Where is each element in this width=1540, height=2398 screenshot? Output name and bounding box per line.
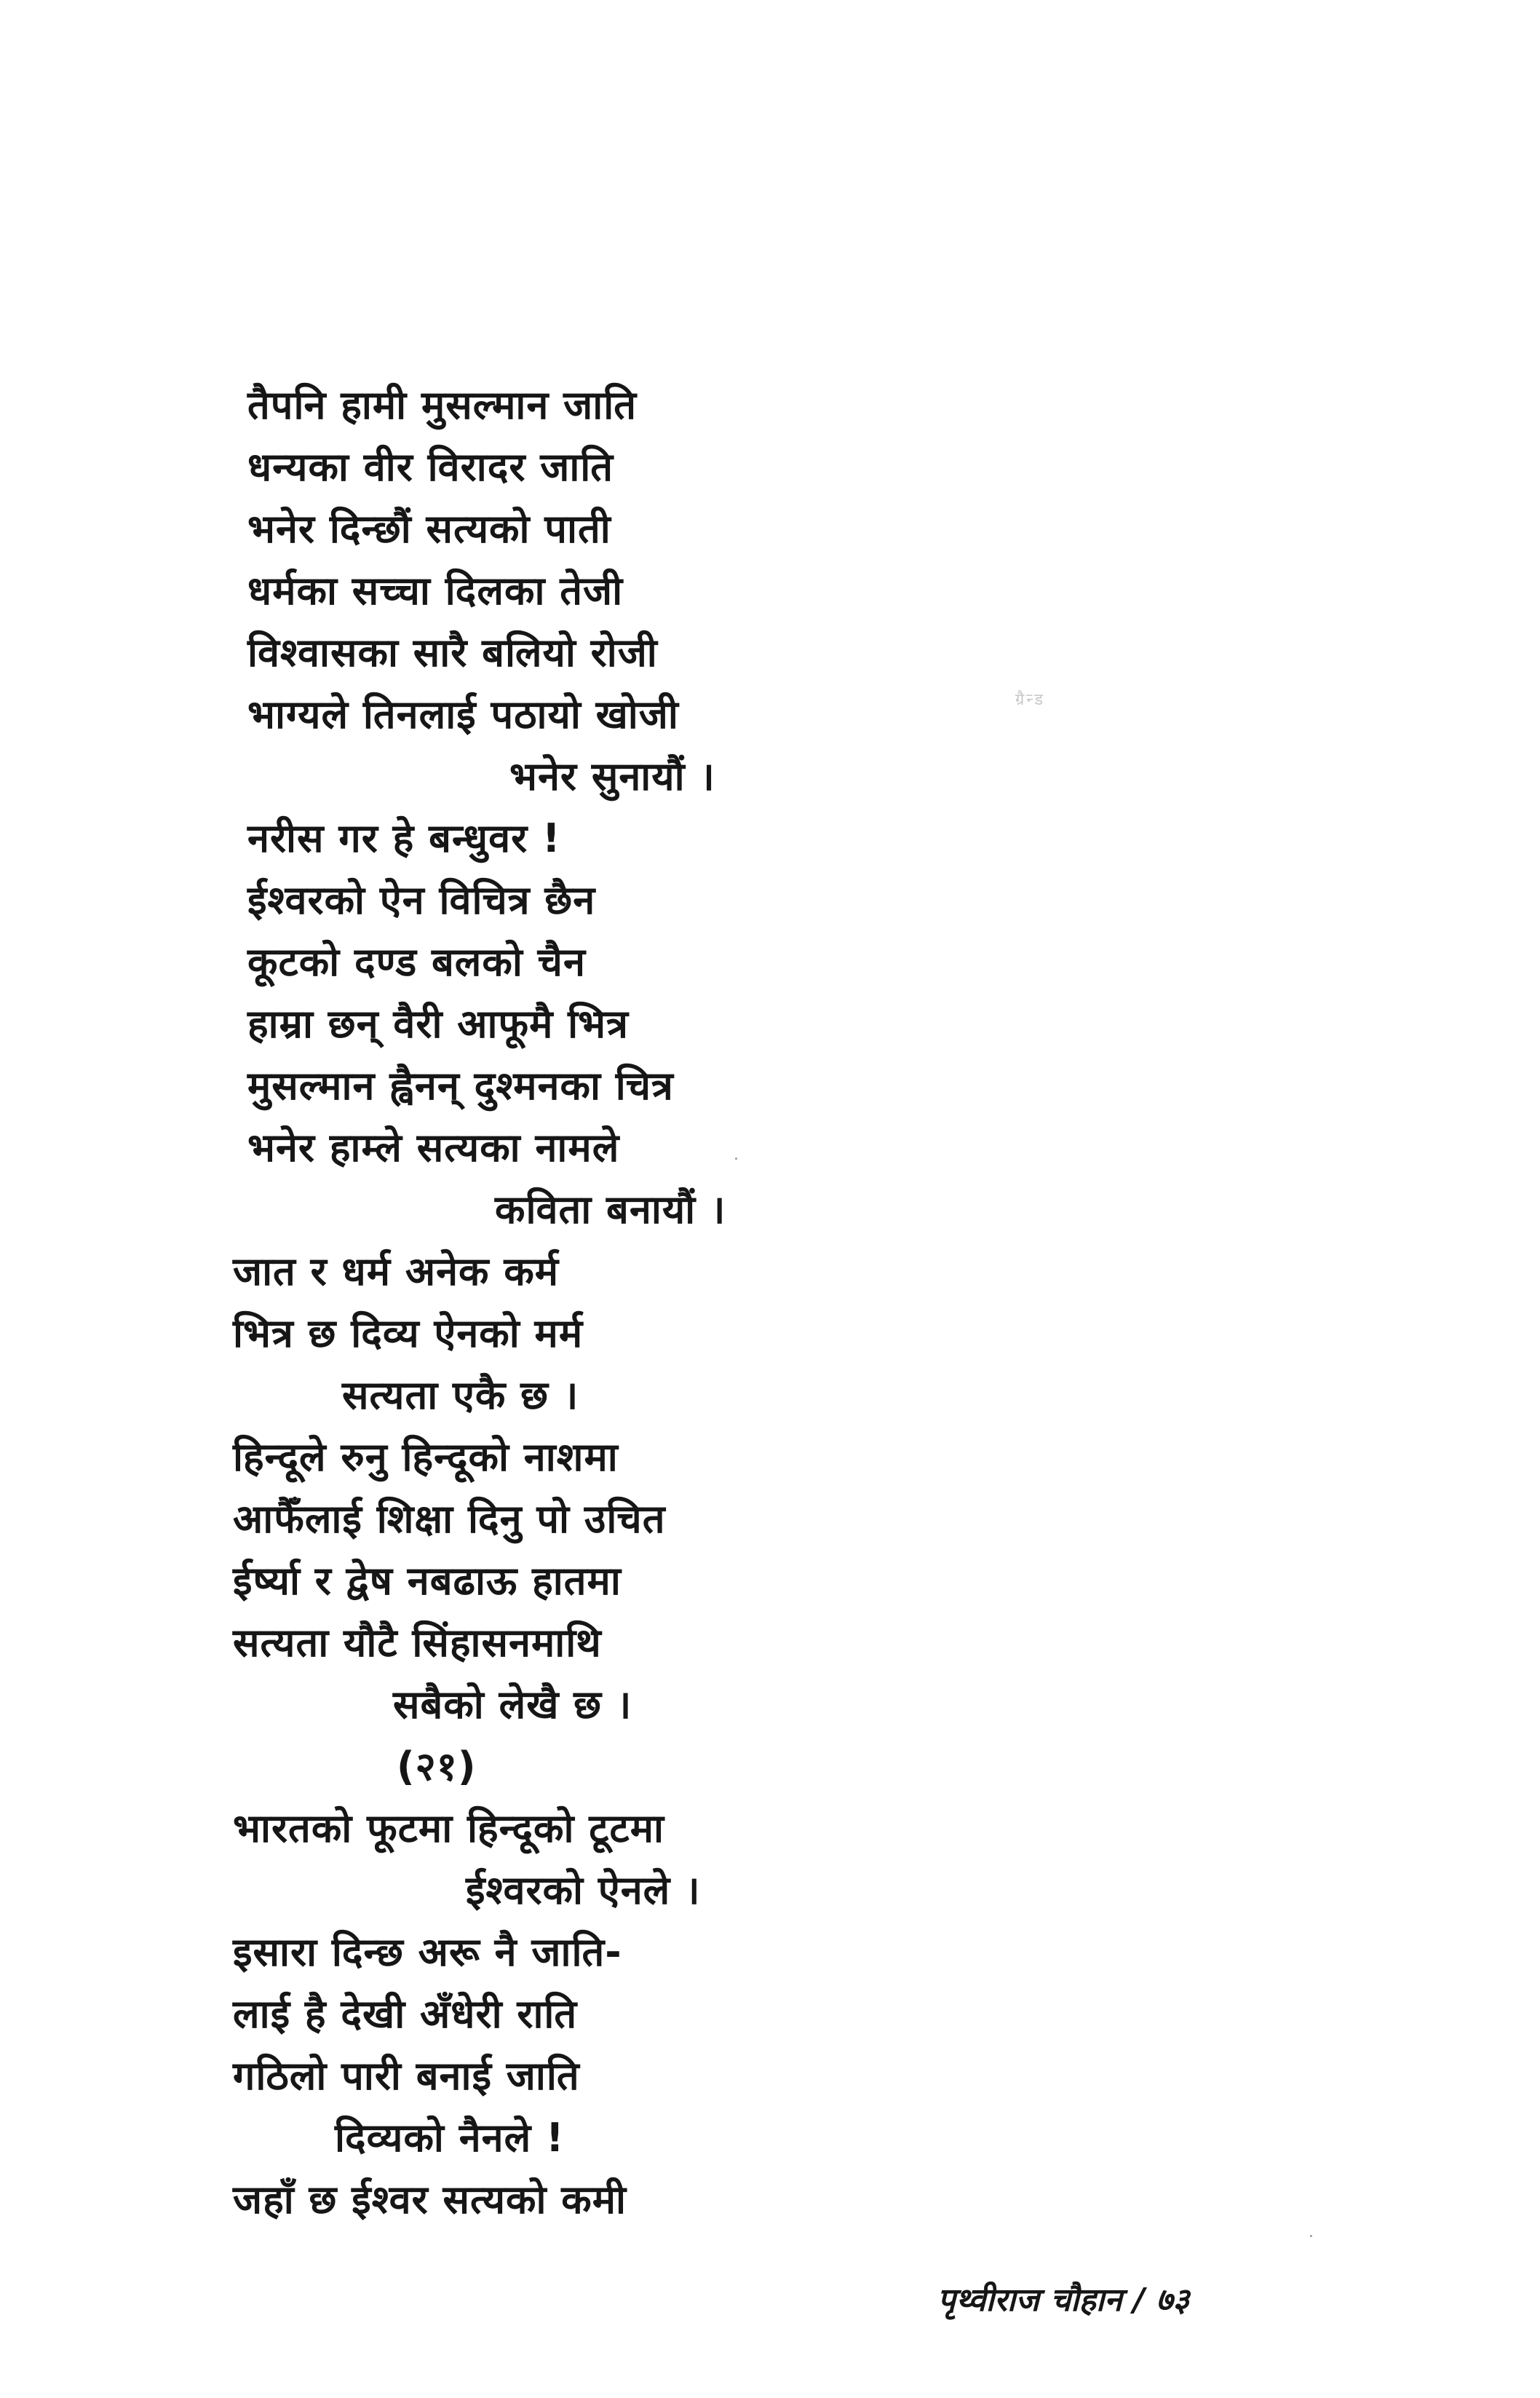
poem-line-refrain: दिव्यको नैनले ! xyxy=(335,2115,565,2161)
poem-line: नरीस गर हे बन्धुवर ! xyxy=(247,815,561,861)
poem-line-refrain: सत्यता एकै छ । xyxy=(342,1372,579,1418)
poem-line: लाई है देखी अँधेरी राति xyxy=(233,1991,578,2037)
poem-line: तैपनि हामी मुसल्मान जाति xyxy=(247,382,637,428)
poem-line: भित्र छ दिव्य ऐनको मर्म xyxy=(233,1310,584,1356)
poem-line-refrain: सबैको लेखै छ । xyxy=(393,1682,632,1728)
print-speck xyxy=(1310,2235,1312,2237)
poem-line: इसारा दिन्छ अरू नै जाति- xyxy=(233,1929,622,1975)
poem-line: मुसल्मान ह्वैनन् दुश्मनका चित्र xyxy=(247,1063,674,1109)
poem-line: भनेर दिन्छौं सत्यको पाती xyxy=(247,506,611,552)
running-footer: पृथ्वीराज चौहान / ७३ xyxy=(937,2282,1190,2319)
poem-line: धर्मका सच्चा दिलका तेजी xyxy=(247,568,624,614)
poem-line: आफैँलाई शिक्षा दिनु पो उचित xyxy=(233,1496,666,1542)
poem-line: विश्वासका सारै बलियो रोजी xyxy=(247,630,658,676)
poem-line: ईर्ष्या र द्वेष नबढाऊ हातमा xyxy=(233,1558,622,1604)
poem-line-refrain: कविता बनायौं । xyxy=(495,1187,726,1232)
poem-line: हाम्रा छन् वैरी आफूमै भित्र xyxy=(247,1001,629,1047)
poem-line: कूटको दण्ड बलको चैन xyxy=(247,939,586,985)
poem-line: सत्यता यौटै सिंहासनमाथि xyxy=(233,1620,602,1666)
bleed-through-smudge: ग्रैन्ड xyxy=(1015,691,1046,709)
poem-line-refrain: ईश्वरको ऐनले । xyxy=(466,1867,701,1913)
poem-line: भनेर हाम्ले सत्यका नामले xyxy=(247,1125,620,1171)
poem-line: जहाँ छ ईश्वर सत्यको कमी xyxy=(233,2177,627,2223)
stanza-number: (२१) xyxy=(397,1744,477,1789)
poem-line: जात र धर्म अनेक कर्म xyxy=(233,1249,560,1294)
poem-line: धन्यका वीर विरादर जाति xyxy=(247,444,614,490)
poem-line: ईश्वरको ऐन विचित्र छैन xyxy=(247,877,596,923)
poem-line: भाग्यले तिनलाई पठायो खोजी xyxy=(247,692,679,737)
poem-line-refrain: भनेर सुनायौं । xyxy=(509,753,715,799)
print-speck xyxy=(735,1158,737,1160)
poem-line: भारतको फूटमा हिन्दूको टूटमा xyxy=(233,1805,664,1851)
poem-line: गठिलो पारी बनाई जाति xyxy=(233,2053,580,2099)
poem-line: हिन्दूले रुनु हिन्दूको नाशमा xyxy=(233,1434,619,1480)
